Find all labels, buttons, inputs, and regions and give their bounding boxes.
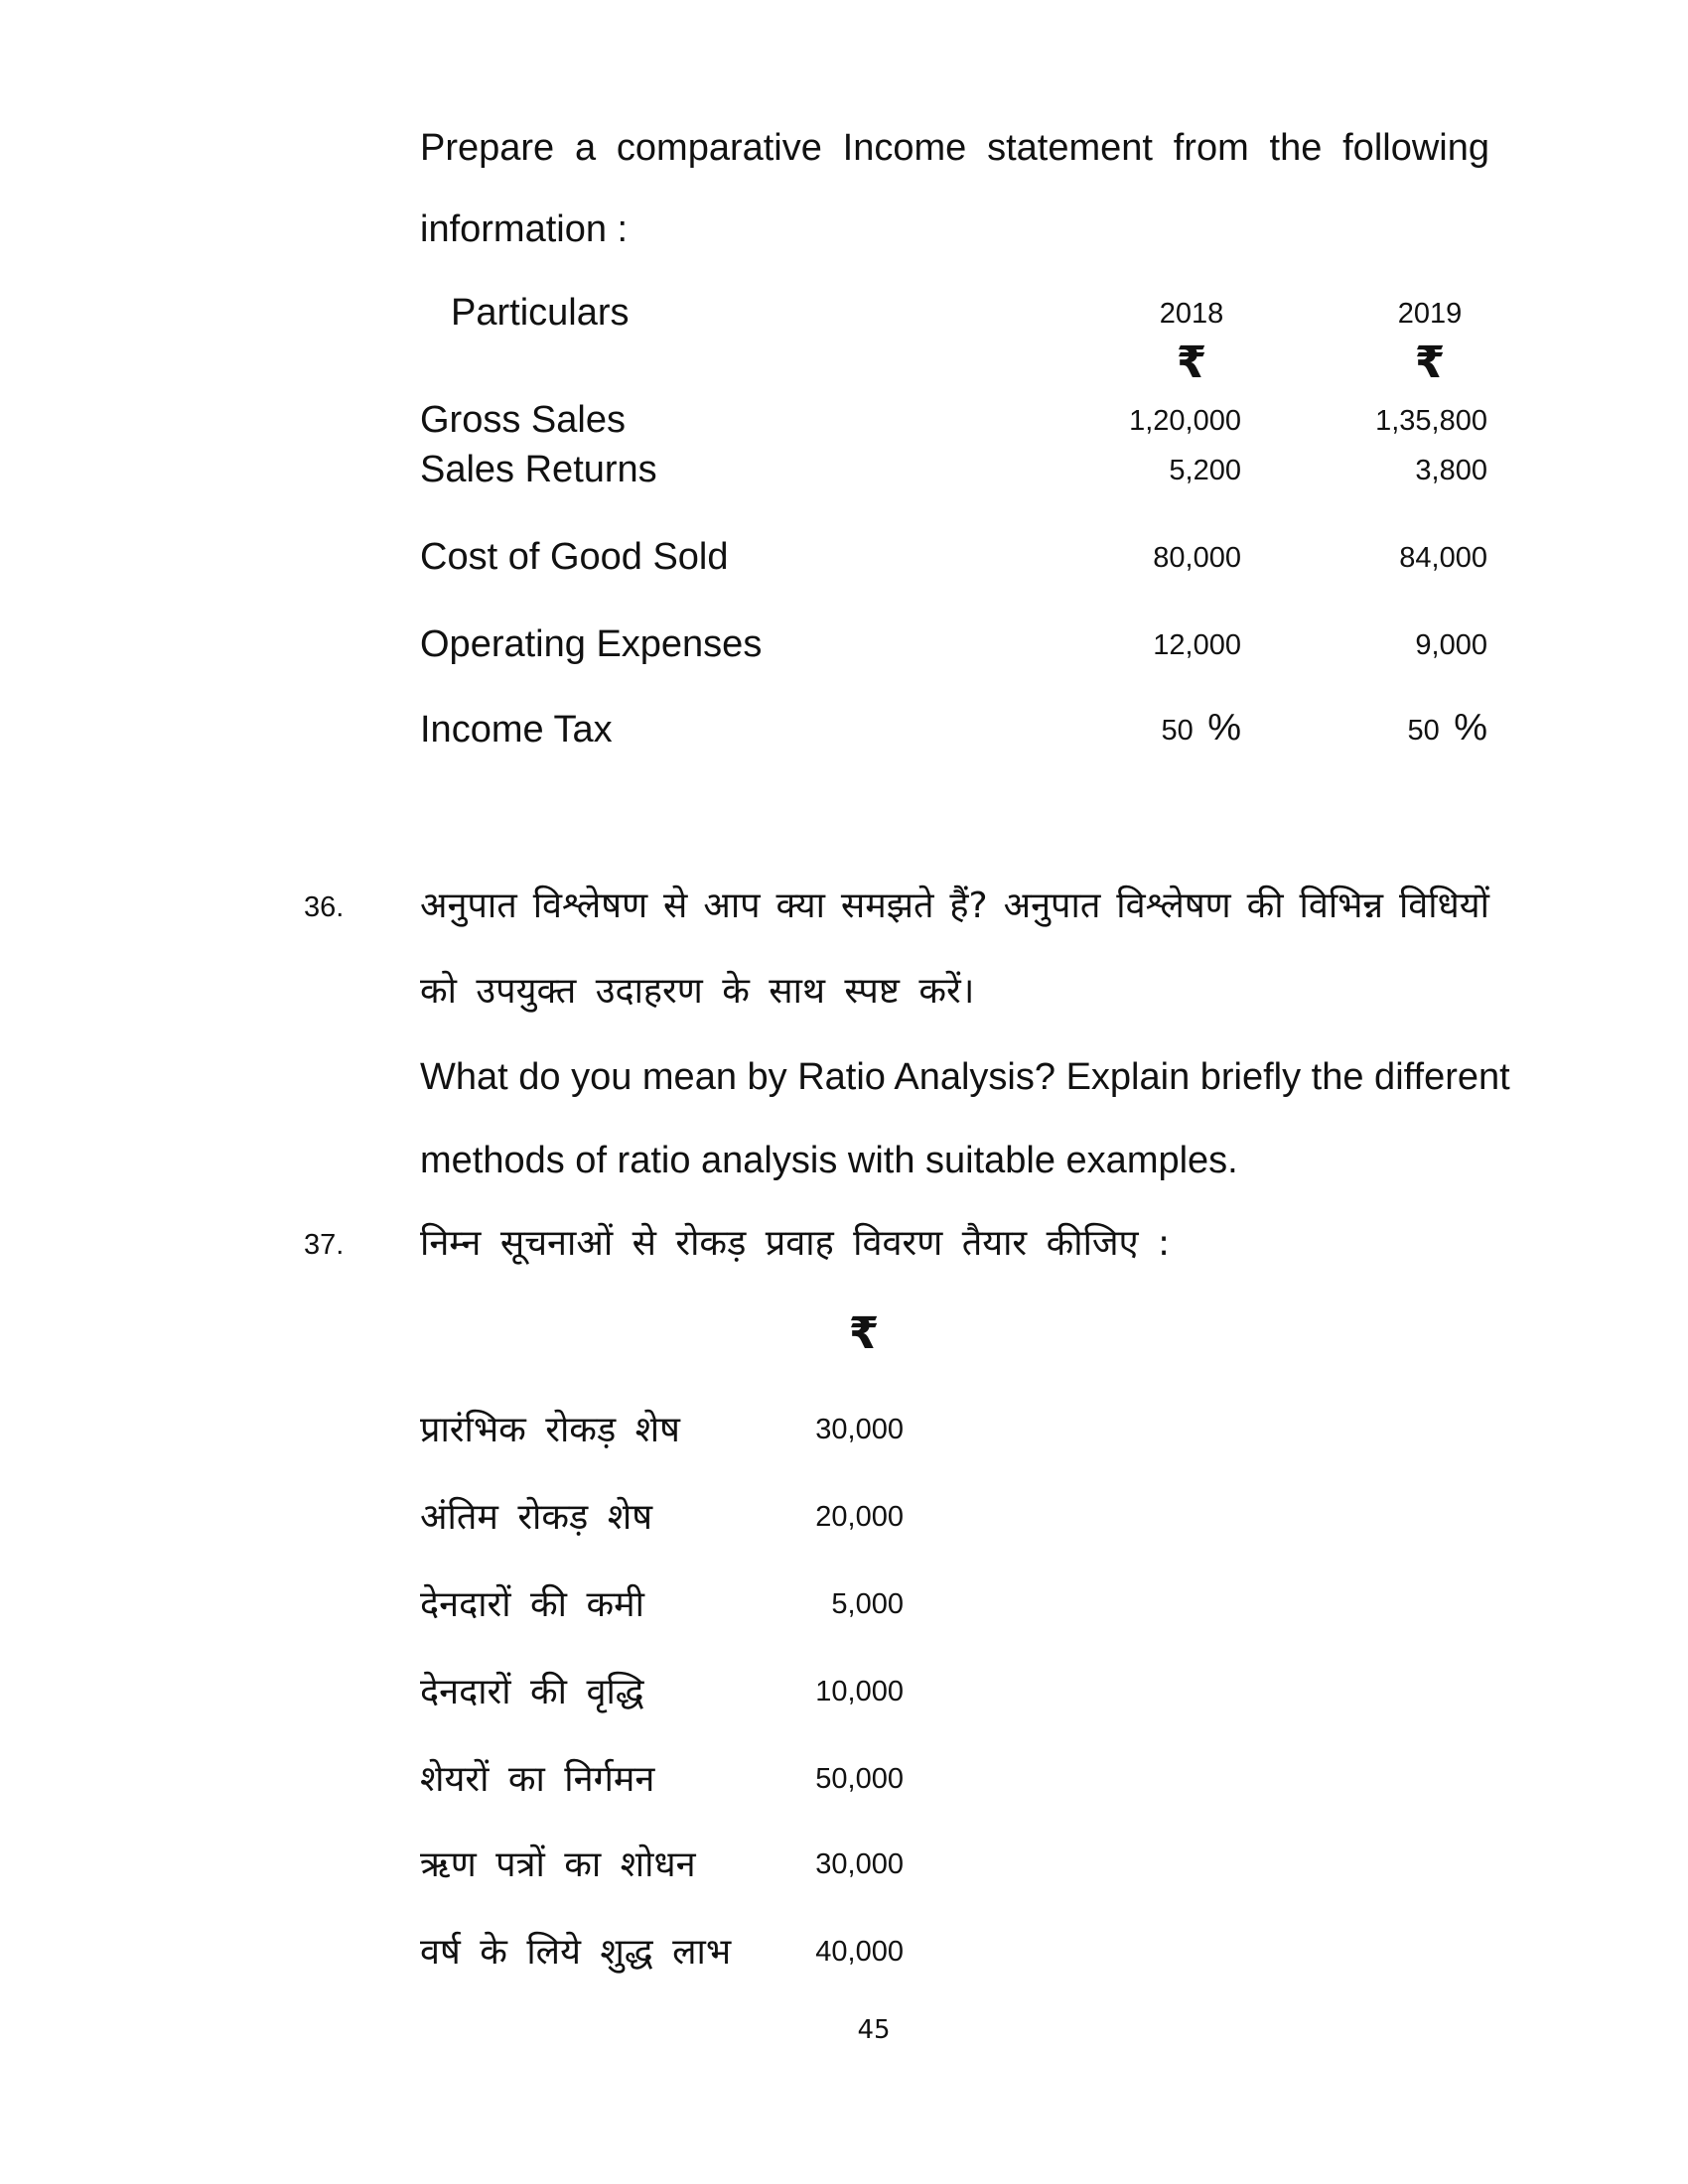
- row-label: Cost of Good Sold: [420, 536, 729, 578]
- hindi-word: क्या: [775, 886, 825, 926]
- value-2018: [1043, 707, 1241, 750]
- question-number-36: 36.: [304, 891, 345, 923]
- intro-word: comparative: [616, 127, 822, 169]
- value-2019: 84,000: [1399, 542, 1487, 574]
- hindi-word: अनुपात: [1003, 886, 1101, 926]
- row-label: Gross Sales: [420, 399, 626, 441]
- page-number: 45: [857, 2015, 891, 2045]
- rupee-icon: ₹: [1414, 338, 1446, 388]
- value-2018: 80,000: [1153, 542, 1241, 574]
- hindi-word: की: [1246, 886, 1284, 926]
- row-label: प्रारंभिक रोकड़ शेष: [420, 1410, 680, 1450]
- row-value: 30,000: [815, 1414, 904, 1445]
- question-number-37: 37.: [304, 1229, 345, 1261]
- intro-line-2: information :: [420, 208, 629, 250]
- value-2019: 1,35,800: [1375, 405, 1487, 437]
- intro-word: Income: [842, 127, 967, 169]
- value-2019: [1289, 707, 1487, 750]
- q36-english-line-1: What do you mean by Ratio Analysis? Explain briefly the different: [420, 1056, 1510, 1098]
- q36-english-line-2: methods of ratio analysis with suitable examples.: [420, 1140, 1238, 1181]
- row-value: 5,000: [831, 1588, 904, 1620]
- hindi-word: अनुपात: [420, 886, 517, 926]
- row-label: शेयरों का निर्गमन: [420, 1759, 655, 1800]
- hindi-word: समझते: [840, 886, 934, 926]
- q37-hindi-prompt: निम्न सूचनाओं से रोकड़ प्रवाह विवरण तैयार कीजिए :: [420, 1223, 1171, 1264]
- particulars-header: Particulars: [451, 292, 630, 334]
- intro-line-1: [420, 127, 1489, 170]
- year-header-2018: 2018: [1159, 298, 1224, 330]
- hindi-word: से: [663, 886, 688, 926]
- intro-word: Prepare: [420, 127, 555, 169]
- row-label: अंतिम रोकड़ शेष: [420, 1497, 653, 1538]
- intro-word: the: [1269, 127, 1323, 169]
- value-2018: 12,000: [1153, 629, 1241, 661]
- row-value: 40,000: [815, 1936, 904, 1968]
- intro-word: following: [1342, 127, 1489, 169]
- row-label: देनदारों की कमी: [420, 1584, 644, 1625]
- percent-sign: %: [1454, 707, 1487, 749]
- intro-word: from: [1173, 127, 1249, 169]
- percent-sign: %: [1207, 707, 1241, 749]
- rupee-icon: ₹: [1176, 338, 1207, 388]
- row-label: ऋण पत्रों का शोधन: [420, 1844, 696, 1885]
- intro-word: a: [574, 127, 597, 169]
- row-label: वर्ष के लिये शुद्ध लाभ: [420, 1932, 732, 1973]
- hindi-word: हैं?: [949, 886, 988, 926]
- hindi-word: विधियों: [1398, 886, 1489, 926]
- row-label: Sales Returns: [420, 449, 657, 490]
- year-header-2019: 2019: [1397, 298, 1463, 330]
- hindi-word: विश्लेषण: [1116, 886, 1231, 926]
- value-2018: 5,200: [1169, 455, 1241, 486]
- tax-rate: 50: [1407, 715, 1440, 747]
- row-label: Income Tax: [420, 709, 613, 751]
- q36-hindi-line-2: को उपयुक्त उदाहरण के साथ स्पष्ट करें।: [420, 971, 975, 1012]
- rupee-icon: ₹: [848, 1308, 880, 1359]
- row-value: 50,000: [815, 1763, 904, 1795]
- value-2019: 3,800: [1415, 455, 1487, 486]
- intro-word: statement: [987, 127, 1153, 169]
- value-2018: 1,20,000: [1129, 405, 1241, 437]
- hindi-word: विश्लेषण: [532, 886, 648, 926]
- tax-rate: 50: [1161, 715, 1194, 747]
- row-value: 30,000: [815, 1848, 904, 1880]
- hindi-word: आप: [703, 886, 761, 926]
- row-label: Operating Expenses: [420, 623, 763, 665]
- row-label: देनदारों की वृद्धि: [420, 1672, 644, 1712]
- row-value: 20,000: [815, 1501, 904, 1533]
- hindi-word: विभिन्न: [1299, 886, 1384, 926]
- value-2019: 9,000: [1415, 629, 1487, 661]
- row-value: 10,000: [815, 1676, 904, 1707]
- q36-hindi-line-1: [420, 880, 1489, 928]
